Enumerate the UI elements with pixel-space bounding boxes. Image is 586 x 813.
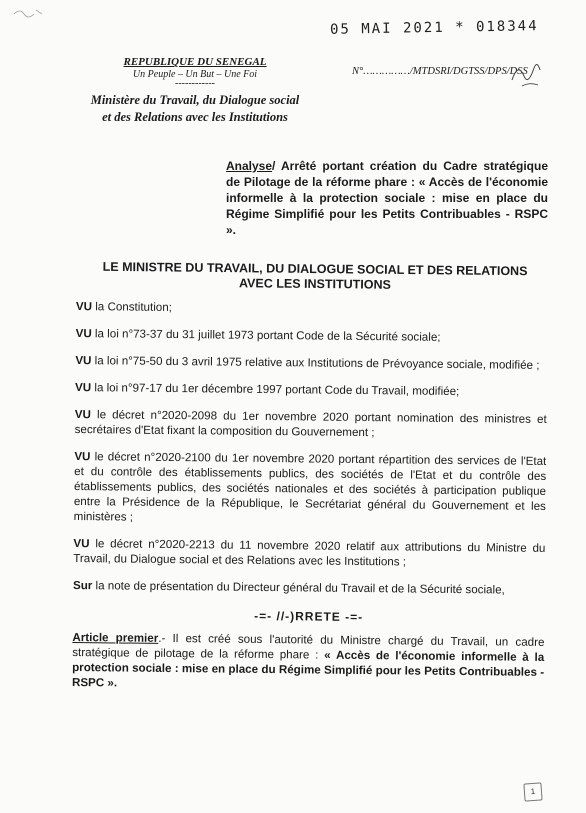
visa-keyword: VU	[74, 449, 91, 464]
analyse-block	[226, 158, 548, 238]
reception-stamp: 05 MAI 2021 * 018344	[329, 18, 539, 38]
visa-keyword: VU	[75, 299, 93, 314]
minister-title-line1: LE MINISTRE DU TRAVAIL, DU DIALOGUE SOCIAL ET DES RELATIONS	[102, 259, 528, 279]
visa-2	[76, 326, 548, 346]
visa-text: la loi n°75-50 du 3 avril 1975 relative aux Institutions de Prévoyance sociale, modifiée ;	[91, 354, 540, 372]
national-motto: Un Peuple – Un But – Une Foi	[132, 69, 258, 80]
reference-number: N°……………/MTDSRI/DGTSS/DPS/DSS	[352, 66, 528, 77]
visa-text: le décret n°2020-2100 du 1er novembre 2020 portant répartition des services de l'Etat et du contrôle des établissements publics, des sociétés de l'Etat et du contrôle des établissements publics, des sociétés nationales et des sociétés à participation publique entre la Présidence de la République, le Secrétariat général du Gouvernement et les ministères ;	[73, 450, 547, 524]
visa-6	[74, 449, 547, 529]
visa-8	[73, 578, 545, 598]
republic-name: REPUBLIQUE DU SENEGAL	[123, 56, 267, 68]
visa-text: le décret n°2020-2213 du 11 novembre 2020 relatif aux attributions du Ministre du Travail, du Dialogue social et des Relations avec les Institutions ;	[73, 537, 546, 569]
visa-4	[75, 380, 547, 400]
article-1-title: Article premier	[72, 630, 159, 645]
visa-text: le décret n°2020-2098 du 1er novembre 2020 portant nomination des ministres et secrétaires d'Etat fixant la composition du Gouvernement ;	[74, 408, 547, 440]
visa-keyword: VU	[75, 326, 92, 341]
visa-3	[75, 353, 547, 373]
ministry-name-line1: Ministère du Travail, du Dialogue social	[90, 93, 300, 107]
analyse-label: Analyse	[226, 159, 273, 173]
visa-text: la Constitution;	[91, 300, 173, 315]
arrete-heading: -=- //-)RRETE -=-	[254, 608, 364, 625]
visa-text: la note de présentation du Directeur général du Travail et de la Sécurité sociale,	[92, 579, 505, 597]
visa-keyword: Sur	[72, 578, 93, 593]
document-body	[72, 299, 548, 707]
visa-text: la loi n°73-37 du 31 juillet 1973 portant Code de la Sécurité sociale;	[91, 327, 441, 344]
minister-title-line2: AVEC LES INSTITUTIONS	[238, 276, 391, 292]
corner-scribble	[10, 4, 50, 24]
analyse-text: / Arrêté portant création du Cadre stratégique de Pilotage de la réforme phare : « Accès de l'économie informelle à la protection sociale : mise en place du Régime Simplifié pour les Petits Contribuables - RSPC ».	[226, 159, 548, 237]
header-separator: ------------	[175, 78, 215, 89]
page-number: 1	[523, 782, 542, 801]
visa-keyword: VU	[74, 407, 91, 422]
minister-title	[80, 260, 550, 295]
letterhead	[90, 56, 300, 126]
visa-keyword: VU	[73, 536, 90, 551]
visa-7	[73, 536, 545, 571]
visa-1	[76, 299, 548, 319]
visa-keyword: VU	[75, 380, 92, 395]
article-1	[72, 630, 545, 695]
visa-keyword: VU	[75, 353, 92, 368]
visa-5	[75, 407, 547, 442]
article-1-bold: « Accès de l'économie informelle à la protection sociale : mise en place du Régime Simplifié pour les Petits Contribuables - RSPC ».	[71, 648, 545, 690]
ministry-name-line2: et des Relations avec les Institutions	[102, 110, 288, 124]
visa-text: la loi n°97-17 du 1er décembre 1997 portant Code du Travail, modifiée;	[91, 381, 460, 399]
article-1-intro: .- Il est créé sous l'autorité du Ministre chargé du Travail, un cadre stratégique de pilotage de la réforme phare :	[72, 631, 545, 662]
handwritten-initial	[508, 56, 544, 90]
